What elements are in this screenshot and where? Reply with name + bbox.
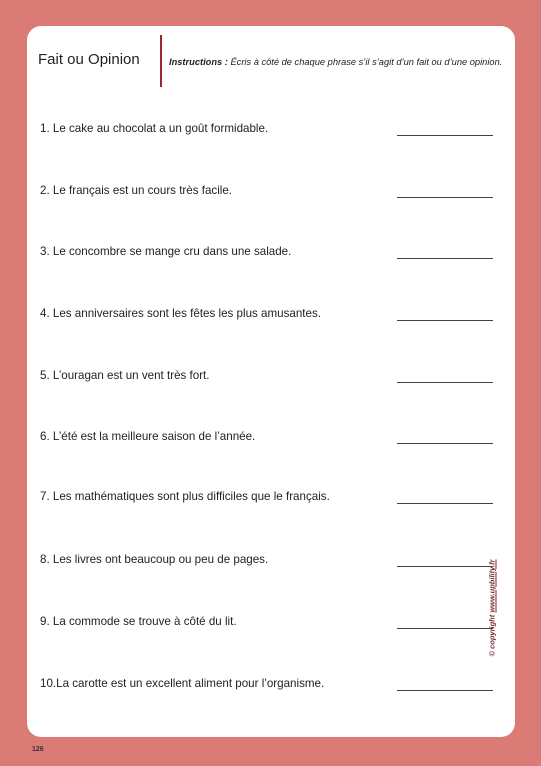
- exercise-item-text: 3. Le concombre se mange cru dans une salade.: [40, 245, 292, 258]
- exercise-item-text: 4. Les anniversaires sont les fêtes les plus amusantes.: [40, 307, 321, 320]
- header-divider: [160, 35, 162, 87]
- copyright-notice: [488, 559, 497, 656]
- exercise-item-text: 1. Le cake au chocolat a un goût formidable.: [40, 122, 269, 135]
- instructions-lead: Instructions :: [169, 57, 228, 67]
- exercise-item-text: 5. L’ouragan est un vent très fort.: [40, 369, 210, 382]
- answer-blank[interactable]: [397, 566, 493, 567]
- answer-blank[interactable]: [397, 320, 493, 321]
- exercise-item-text: 2. Le français est un cours très facile.: [40, 184, 233, 197]
- exercise-item: [40, 615, 500, 633]
- exercise-item: [40, 122, 500, 140]
- answer-blank[interactable]: [397, 135, 493, 136]
- exercise-item-text: 8. Les livres ont beaucoup ou peu de pages.: [40, 553, 269, 566]
- copyright-prefix: © copyright: [487, 614, 497, 657]
- page-title: Fait ou Opinion: [38, 51, 140, 68]
- exercise-item-text: 7. Les mathématiques sont plus difficiles que le français.: [40, 490, 330, 503]
- worksheet-page: [27, 26, 515, 737]
- exercise-item: [40, 184, 500, 202]
- copyright-url[interactable]: www.upbility.fr: [487, 559, 497, 613]
- exercise-item: [40, 369, 500, 387]
- exercise-item: [40, 430, 500, 448]
- exercise-item-text: 6. L’été est la meilleure saison de l’année.: [40, 430, 256, 443]
- answer-blank[interactable]: [397, 503, 493, 504]
- instructions-text: Écris à côté de chaque phrase s’il s’agit d’un fait ou d’une opinion.: [230, 57, 503, 67]
- exercise-item: [40, 490, 500, 508]
- instructions: [169, 56, 507, 68]
- exercise-item-text: 10.La carotte est un excellent aliment pour l’organisme.: [40, 677, 325, 690]
- exercise-item: [40, 245, 500, 263]
- exercise-item: [40, 307, 500, 325]
- answer-blank[interactable]: [397, 443, 493, 444]
- worksheet-header: [27, 26, 515, 90]
- exercise-item: [40, 677, 500, 695]
- answer-blank[interactable]: [397, 690, 493, 691]
- answer-blank[interactable]: [397, 258, 493, 259]
- exercise-item-text: 9. La commode se trouve à côté du lit.: [40, 615, 237, 628]
- answer-blank[interactable]: [397, 628, 493, 629]
- page-number: 126: [32, 746, 44, 753]
- exercise-item: [40, 553, 500, 571]
- answer-blank[interactable]: [397, 382, 493, 383]
- answer-blank[interactable]: [397, 197, 493, 198]
